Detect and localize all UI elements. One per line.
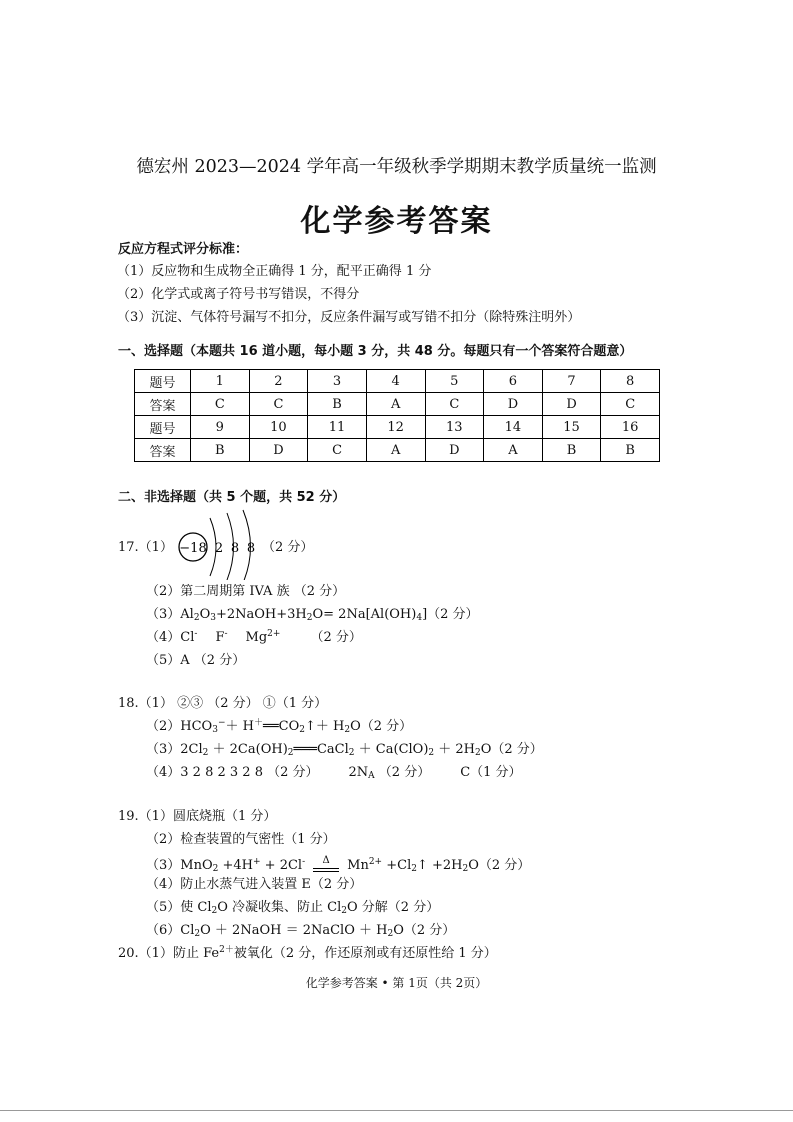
table-cell: C [249,393,308,416]
table-cell: B [542,439,601,462]
table-cell: C [425,393,484,416]
q19-part2: （2）检查装置的气密性（1 分） [146,832,336,847]
header-title: 德宏州 2023—2024 学年高一年级秋季学期期末教学质量统一监测 [136,157,657,177]
q17-part2: （2）第二周期第 IVA 族 （2 分） [146,584,346,599]
q19-part1: 19.（1）圆底烧瓶（1 分） [118,809,277,824]
table-cell: D [249,439,308,462]
q19-part3: （3）MnO$_2$ +4H+ + 2Cl- Δ $Mn^{2+}$ $+Cl_2↑ +2H_2O(2$ 分） [146,854,531,874]
table-cell: C [601,393,660,416]
table-cell: 4 [366,370,425,393]
table-cell: 1 [191,370,250,393]
table-cell: 15 [542,416,601,439]
standard-item-2: （2）化学式或离子符号书写错误，不得分 [117,287,360,302]
q20-part1: 20.（1）防止 $Fe^{2+}$被氧化（2 分，作还原剂或有还原性给 1 分） [118,945,497,961]
table-cell: 12 [366,416,425,439]
q19-part5: （5）使 $Cl_2O$ 冷凝收集、防止 $Cl_2O$ 分解（2 分） [146,900,440,916]
standard-item-3: （3）沉淀、气体符号漏写不扣分，反应条件漏写或写错不扣分（除特殊注明外） [117,310,581,325]
table-cell: 10 [249,416,308,439]
table-cell: D [425,439,484,462]
table-cell: 16 [601,416,660,439]
row-label: 答案 [135,393,191,416]
standard-item-1: （1）反应物和生成物全正确得 1 分，配平正确得 1 分 [117,264,432,279]
q17-score1: （2 分） [262,540,314,555]
table-cell: B [191,439,250,462]
row-label: 题号 [135,416,191,439]
table-row [135,439,660,462]
row-label: 答案 [135,439,191,462]
table-row [135,393,660,416]
table-cell: 6 [484,370,543,393]
answer-table [134,369,660,462]
table-cell: 2 [249,370,308,393]
shell-electrons: 8 [230,541,240,556]
page-footer: 化学参考答案 • 第 1页（共 2页） [305,976,488,990]
q17-part4: （4）Cl- F- $Mg^{2+}$ （2 分） [146,629,362,645]
shell-electrons: 8 [246,541,256,556]
table-cell: 11 [308,416,367,439]
q18-part2: $(2)HCO_3^-+$ $H^+══CO_2↑+ H_2O(2$ 分） [146,718,413,735]
table-cell: 7 [542,370,601,393]
q19-part4: （4）防止水蒸气进入装置 E（2 分） [146,877,363,892]
atom-structure-diagram [176,508,266,580]
standards-heading: 反应方程式评分标准： [118,242,249,257]
table-cell: A [366,439,425,462]
table-cell: 14 [484,416,543,439]
heat-condition: Δ [311,859,341,873]
table-row [135,370,660,393]
table-cell: B [601,439,660,462]
main-title: 化学参考答案 [300,204,493,239]
table-cell: 13 [425,416,484,439]
table-cell: 9 [191,416,250,439]
table-cell: B [308,393,367,416]
section1-heading: 一、选择题（本题共 16 道小题，每小题 3 分，共 48 分。每题只有一个答案符合题意） [118,344,633,359]
q18-part4: （4）3 2 8 2 3 2 8 （2 分） $2N_A$ （2 分） C（1 分） [146,765,522,781]
q17-label: 17.（1） [118,540,173,555]
table-row [135,416,660,439]
table-cell: C [191,393,250,416]
q17-part3: $(3)Al_2O_3+2NaOH+3H_2O= 2Na[Al(OH)_4](2$ 分） [146,607,479,623]
q19-part6: $(6)Cl_2O$ ＋ 2NaOH ＝ 2NaClO ＋ $H_2O(2$ 分） [146,923,456,939]
table-cell: A [484,439,543,462]
table-cell: C [308,439,367,462]
shell-electrons: 2 [214,541,224,556]
table-cell: D [542,393,601,416]
q18-part3: $(3)2Cl_2$ ＋ $2Ca(OH)_2═══CaCl_2 + Ca(ClO)_2 + 2H_2O(2$ 分） [146,742,543,758]
table-cell: D [484,393,543,416]
section2-heading: 二、非选择题（共 5 个题，共 52 分） [118,490,346,505]
q17-part5: （5）A （2 分） [146,653,246,668]
nucleus-charge: −18 [179,541,207,556]
table-cell: A [366,393,425,416]
table-cell: 3 [308,370,367,393]
row-label: 题号 [135,370,191,393]
table-cell: 5 [425,370,484,393]
bottom-divider [0,1110,793,1111]
q18-part1: 18.（1） ②③ （2 分） ①（1 分） [118,696,328,711]
table-cell: 8 [601,370,660,393]
